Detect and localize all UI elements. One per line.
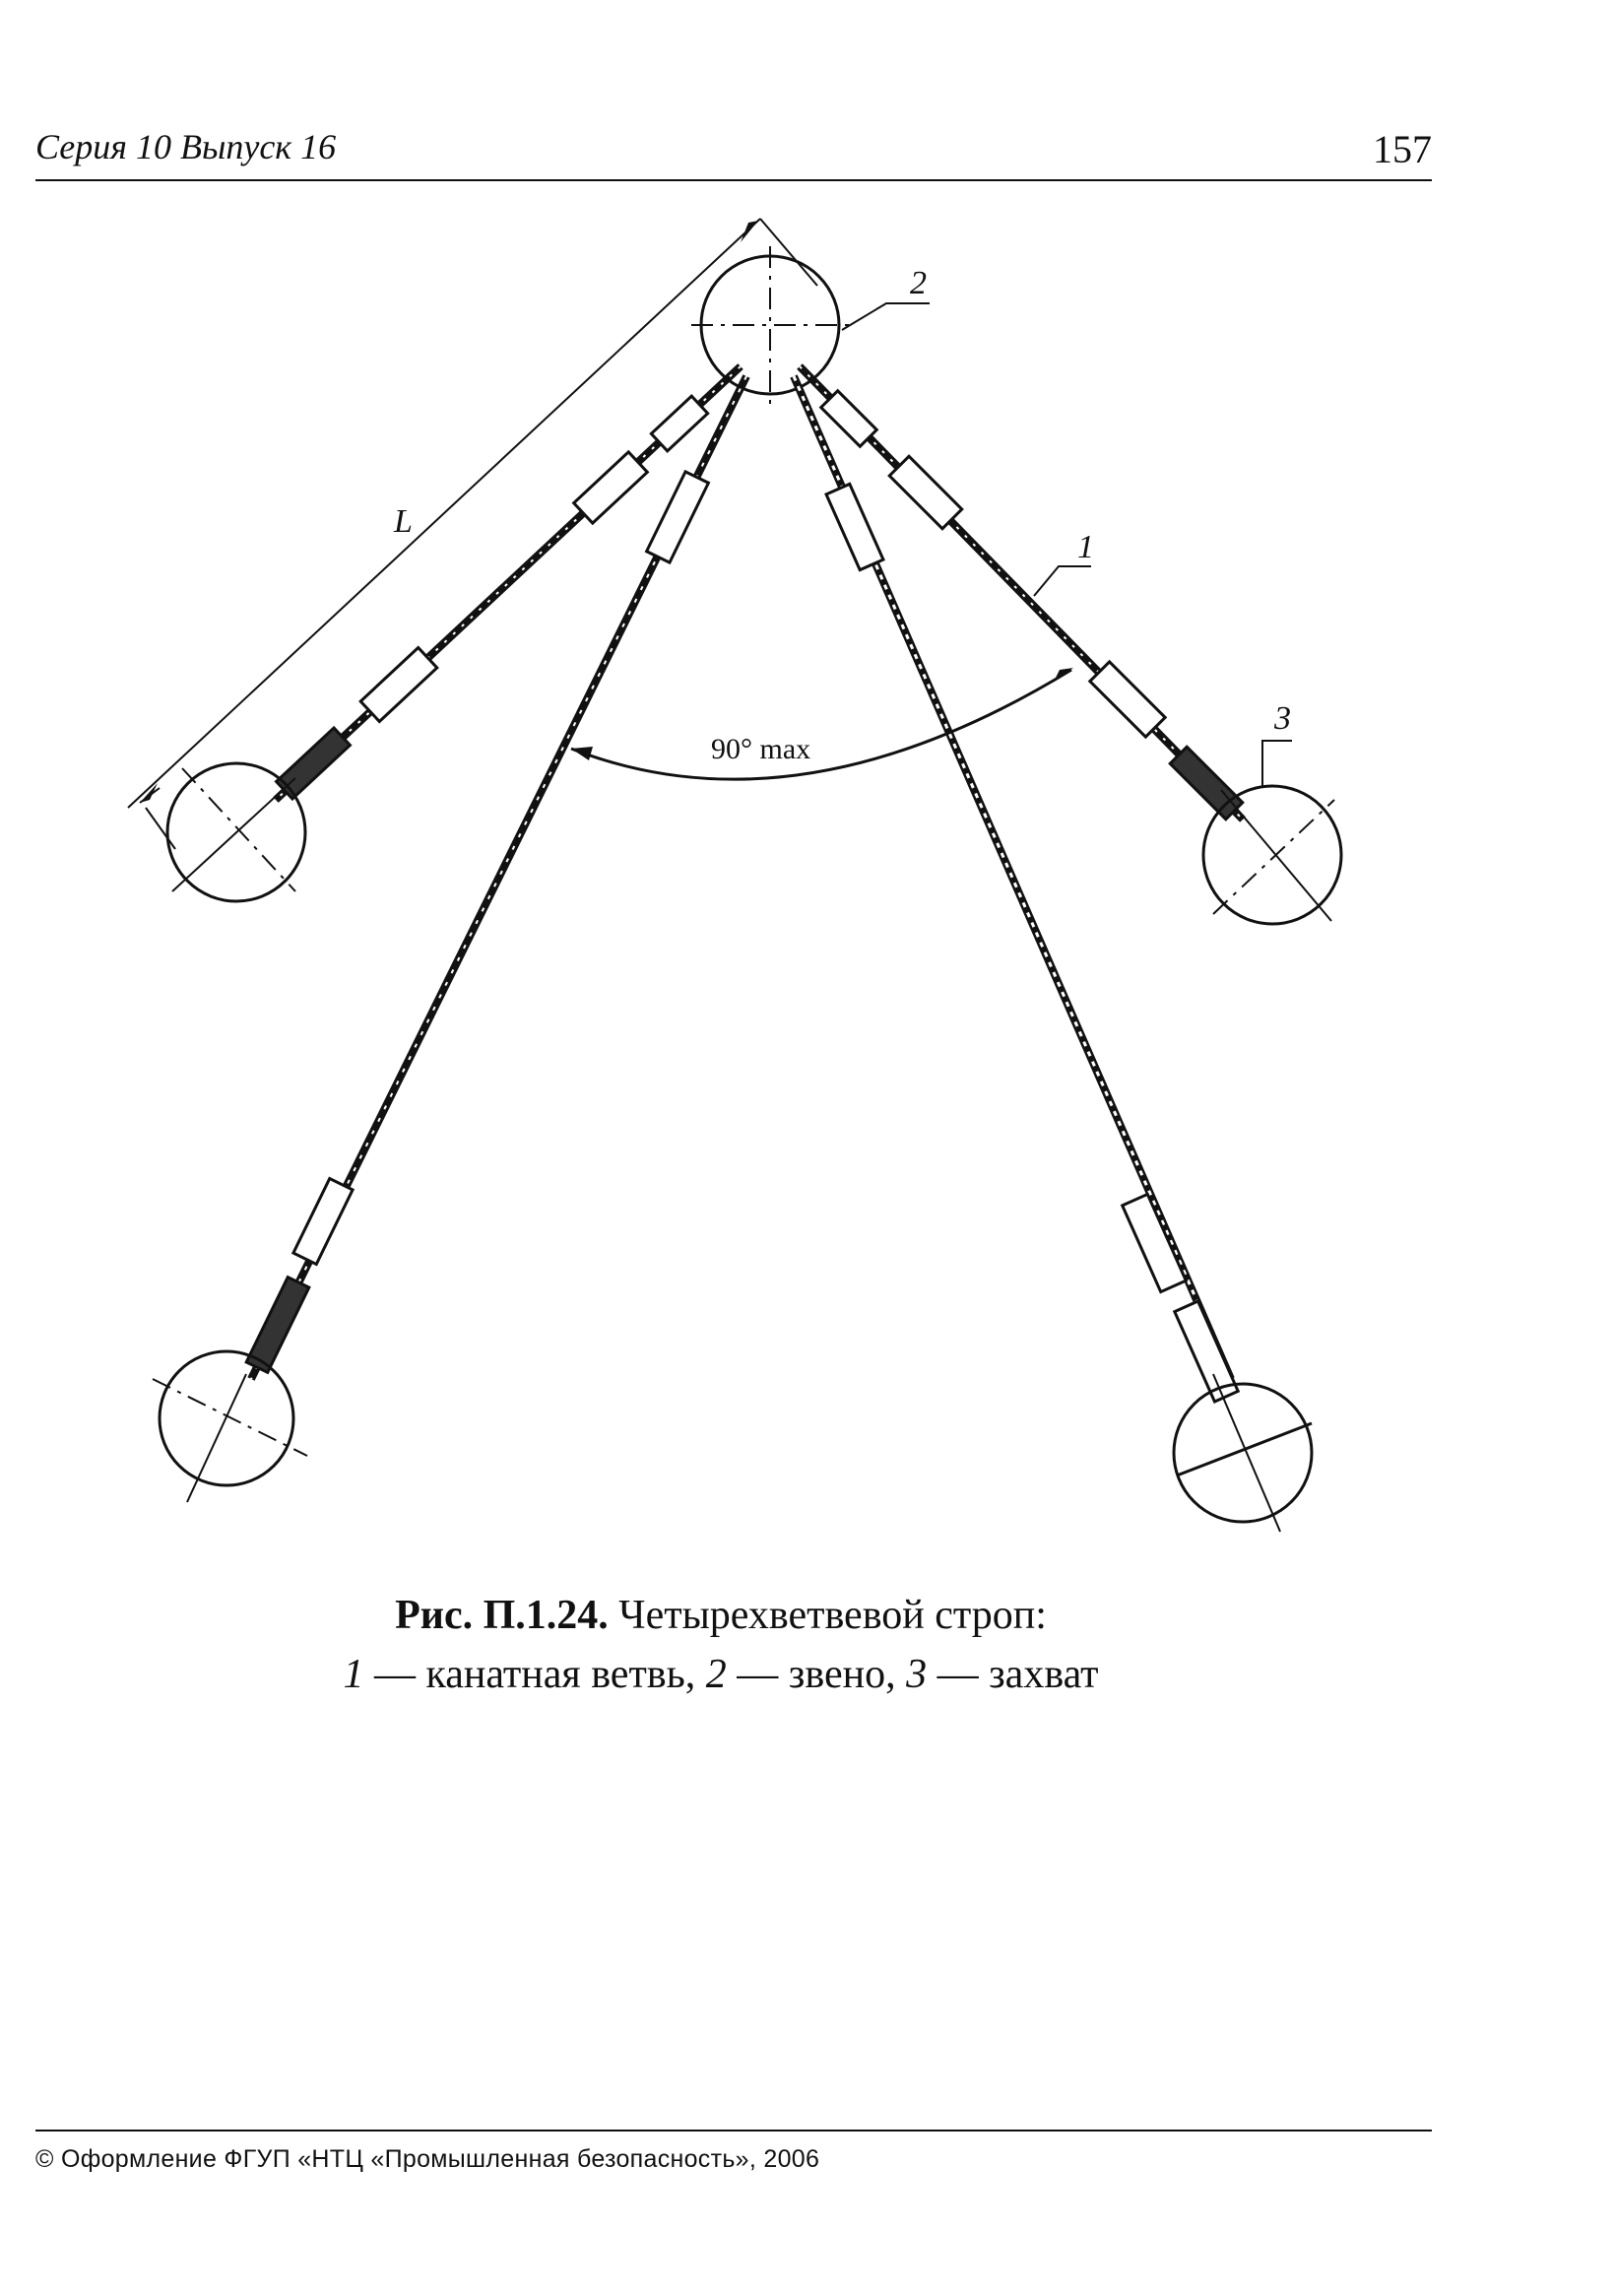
grip-ring-upper-left <box>167 763 305 901</box>
legend-num-2: 2 <box>705 1652 727 1697</box>
grip-ring-upper-right <box>1203 786 1341 924</box>
legend-num-1: 1 <box>343 1652 364 1697</box>
callout-leader-1 <box>1034 566 1091 596</box>
rope-branch-upper-right <box>800 366 1243 820</box>
callout-label-3: 3 <box>1274 700 1291 737</box>
legend-num-3: 3 <box>906 1652 928 1697</box>
footer-rule <box>35 2130 1432 2132</box>
angle-label: 90° max <box>711 733 811 765</box>
footer-copyright: © Оформление ФГУП «НТЦ «Промышленная безопасность», 2006 <box>35 2145 820 2173</box>
callout-label-2: 2 <box>910 265 927 301</box>
callout-leader-2 <box>842 303 930 330</box>
figure-number: Рис. П.1.24. <box>395 1593 609 1638</box>
figure-title: Четырехветвевой строп: <box>608 1593 1047 1638</box>
rope-branch-lower-left <box>246 376 746 1379</box>
page-number: 157 <box>1373 127 1432 171</box>
angle-arc <box>571 670 1071 779</box>
grip-ring-lower-right <box>1174 1374 1312 1532</box>
running-header-series: Серия 10 Выпуск 16 <box>35 127 337 166</box>
legend-text-1: — канатная ветвь, <box>363 1652 706 1697</box>
link-ring <box>691 246 849 404</box>
callout-leader-3 <box>1262 741 1292 788</box>
rope-branch-upper-left <box>276 366 741 800</box>
legend-text-2: — звено, <box>726 1652 907 1697</box>
figure-caption-title <box>0 1588 1442 1643</box>
legend-text-3: — захват <box>927 1652 1099 1697</box>
figure-caption-legend <box>0 1647 1442 1702</box>
grip-ring-lower-left <box>153 1351 307 1502</box>
dimension-label-l: L <box>394 503 413 540</box>
angle-arrow-left <box>571 747 593 760</box>
callout-label-1: 1 <box>1077 529 1094 565</box>
rope-branch-lower-right <box>794 376 1238 1402</box>
